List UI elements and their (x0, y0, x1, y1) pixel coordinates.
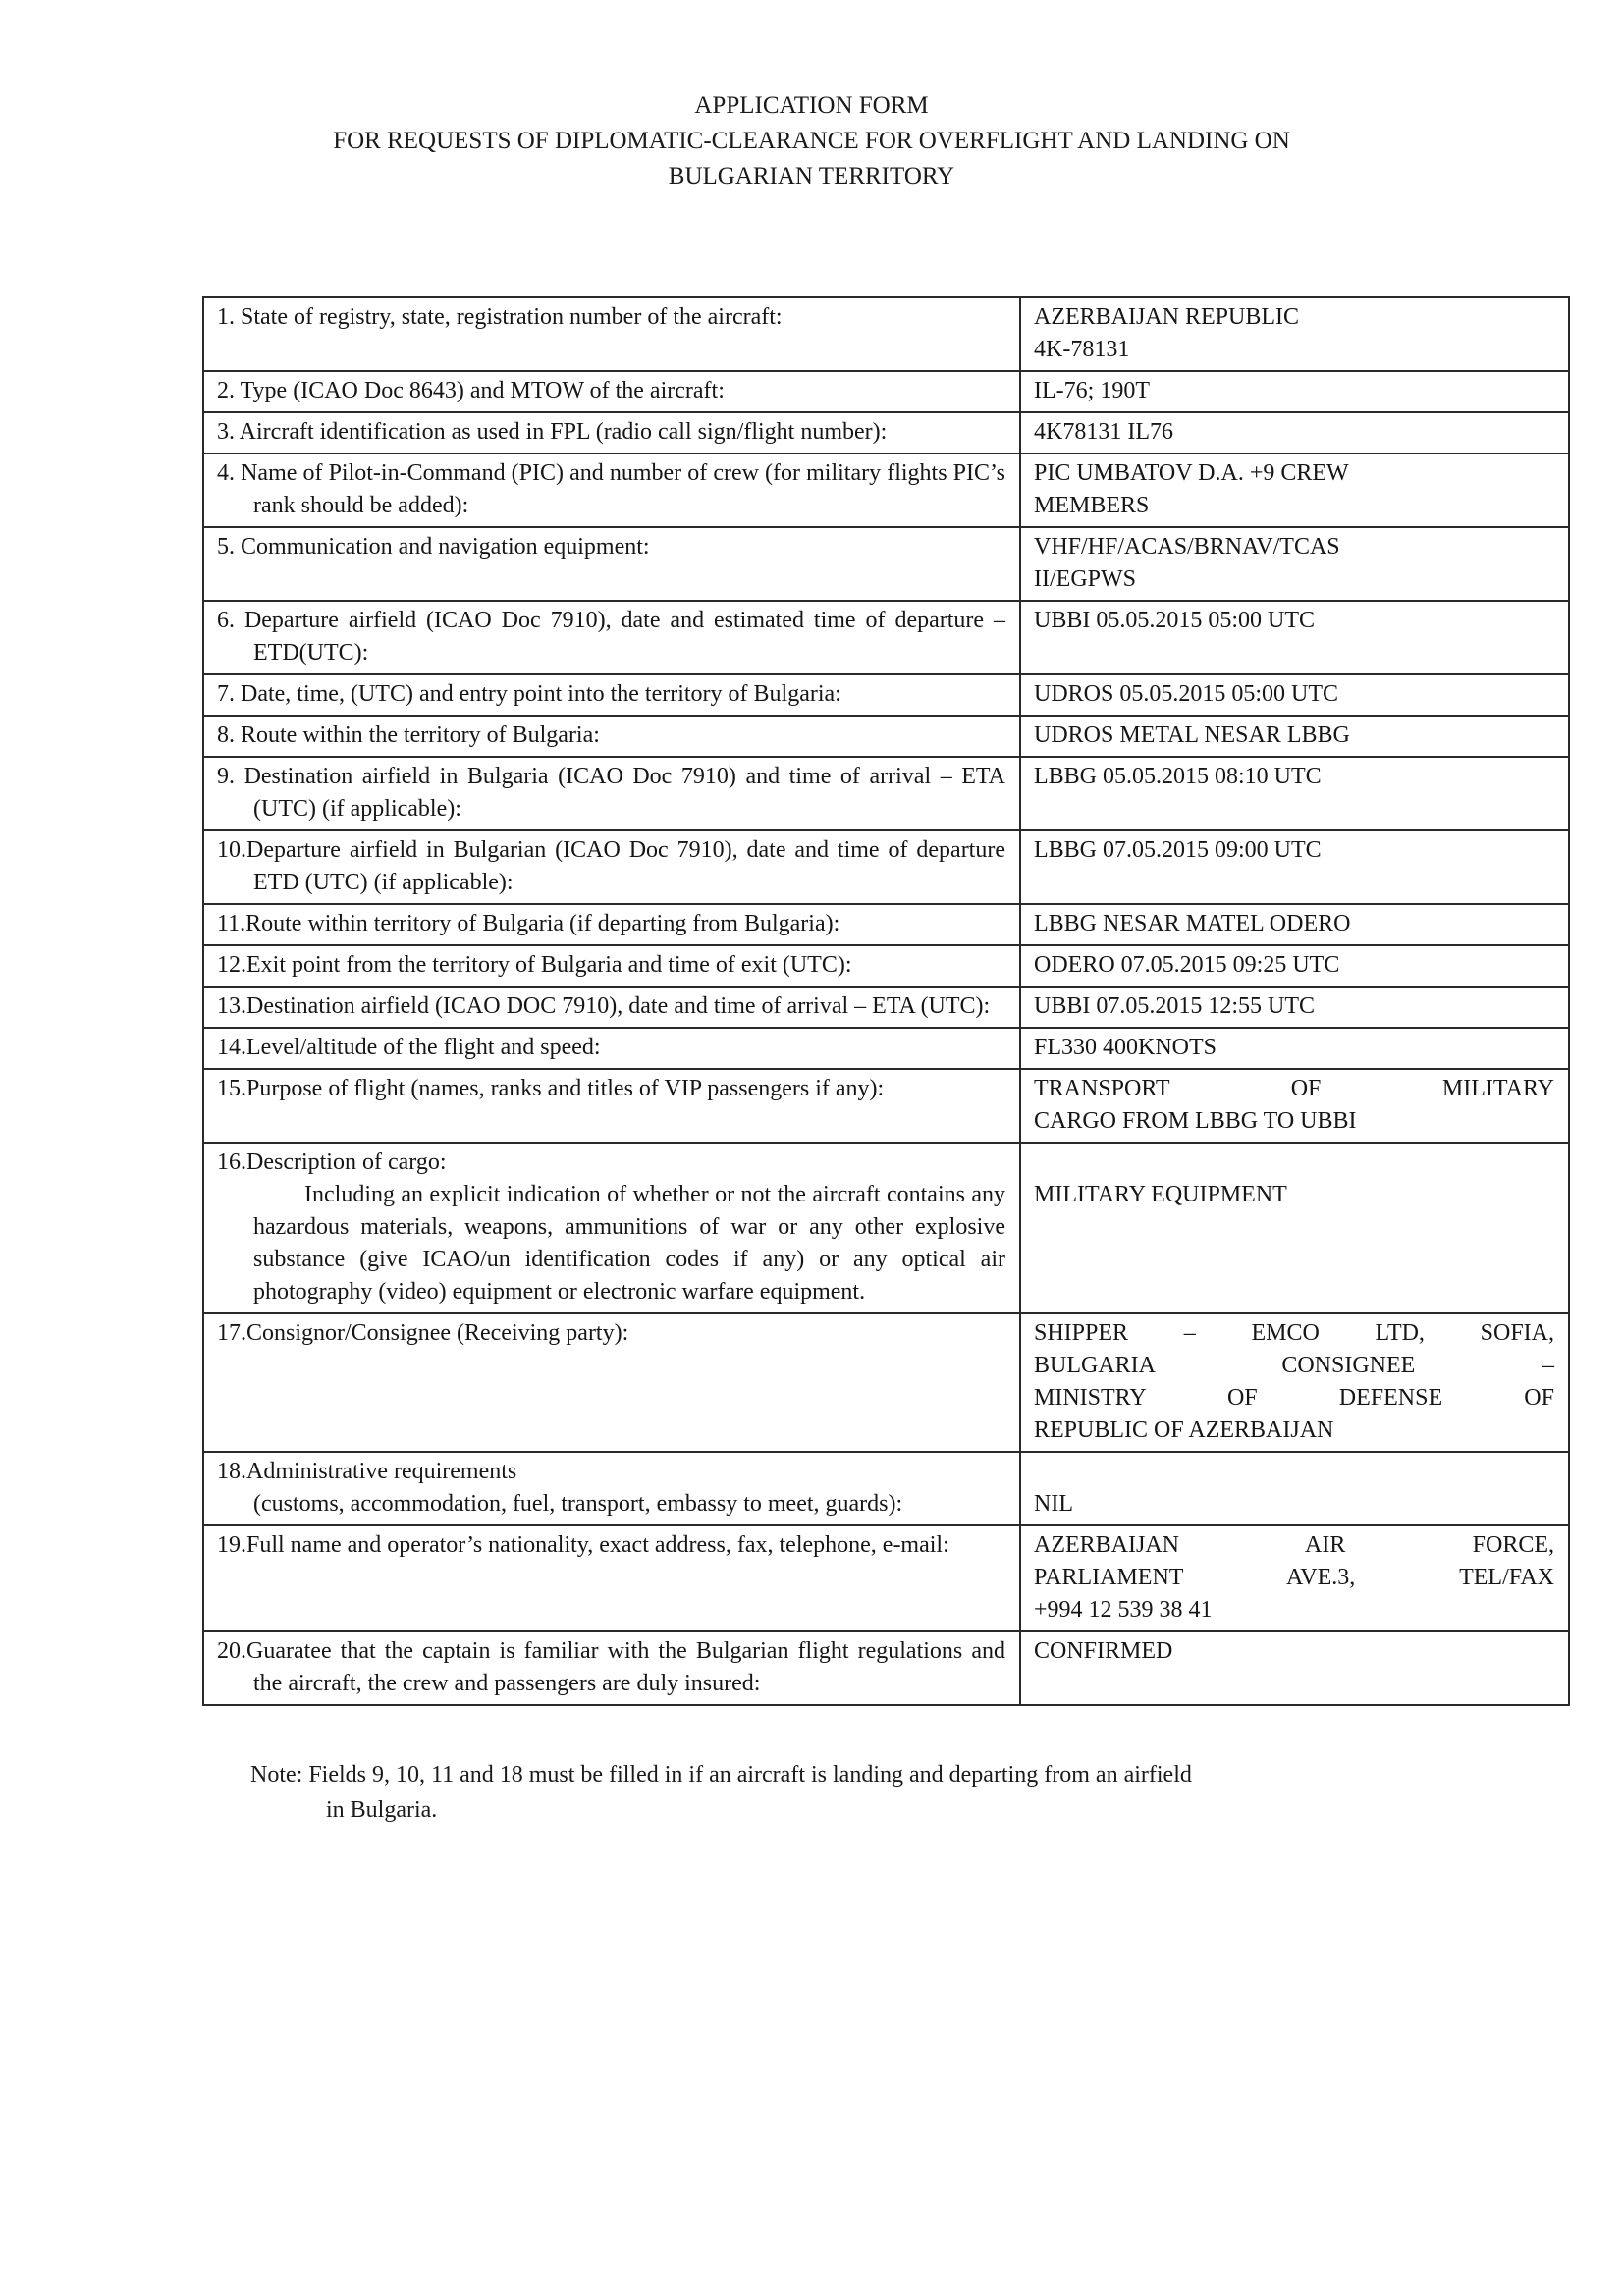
table-row (203, 945, 1569, 987)
row-value-line: TRANSPORT OF MILITARY (1034, 1076, 1554, 1101)
row-value-text (1034, 761, 1554, 793)
row-value-line: PIC UMBATOV D.A. +9 CREW (1034, 460, 1349, 486)
row-value-text (1034, 1073, 1554, 1138)
row-value (1020, 1631, 1569, 1705)
document-title-block (0, 0, 1623, 194)
row-value-line: UBBI 05.05.2015 05:00 UTC (1034, 608, 1316, 633)
row-label (203, 1028, 1020, 1069)
row-value-text (1034, 416, 1554, 449)
row-label (203, 527, 1020, 601)
title-line-3: BULGARIAN TERRITORY (668, 163, 955, 189)
row-value (1020, 1143, 1569, 1313)
row-label-text: 6. Departure airfield (ICAO Doc 7910), date and estimated time of departure – ETD(UTC): (217, 608, 1005, 666)
row-label-extra-text: (customs, accommodation, fuel, transport, embassy to meet, guards): (253, 1491, 903, 1517)
document-content (202, 296, 1554, 1828)
row-value-line: BULGARIA CONSIGNEE – (1034, 1353, 1554, 1378)
row-label-text: 3. Aircraft identification as used in FPL (radio call sign/flight number): (217, 419, 888, 445)
row-label-text: 4. Name of Pilot-in-Command (PIC) and number of crew (for military flights PIC’s rank should be added): (217, 460, 1005, 518)
table-row (203, 1452, 1569, 1525)
row-value (1020, 904, 1569, 945)
row-label (203, 716, 1020, 757)
row-label-text: 13.Destination airfield (ICAO DOC 7910), date and time of arrival – ETA (UTC): (217, 993, 991, 1019)
table-row (203, 1143, 1569, 1313)
row-value-line: CONFIRMED (1034, 1638, 1173, 1664)
row-label (203, 1525, 1020, 1631)
row-label-text: 20.Guaratee that the captain is familiar with the Bulgarian flight regulations and the aircraft, the crew and passengers are duly insured: (217, 1638, 1005, 1696)
row-value (1020, 945, 1569, 987)
row-value-line: MINISTRY OF DEFENSE OF (1034, 1385, 1554, 1411)
row-value-line: NIL (1034, 1491, 1073, 1517)
row-value (1020, 757, 1569, 830)
table-row (203, 1525, 1569, 1631)
table-row (203, 987, 1569, 1028)
row-value-line: 4K-78131 (1034, 337, 1130, 362)
row-label (203, 945, 1020, 987)
row-value-line: LBBG 05.05.2015 08:10 UTC (1034, 764, 1322, 789)
row-value-line: SHIPPER – EMCO LTD, SOFIA, (1034, 1320, 1554, 1346)
row-label-extra-text: Including an explicit indication of whether or not the aircraft contains any hazardous materials, weapons, ammunitions of war or any other explosive substance (give ICAO/un identification codes if any) or any optical air photography (video) equipment or electronic warfare equipment. (253, 1182, 1005, 1305)
row-value-text (1034, 1456, 1554, 1521)
table-row (203, 1313, 1569, 1452)
row-label-text: 18.Administrative requirements (217, 1459, 517, 1484)
row-label-text: 19.Full name and operator’s nationality, exact address, fax, telephone, e-mail: (217, 1532, 949, 1558)
row-value-line: AZERBAIJAN REPUBLIC (1034, 304, 1300, 330)
row-label (203, 674, 1020, 716)
row-value-line: +994 12 539 38 41 (1034, 1597, 1213, 1623)
row-label (203, 1631, 1020, 1705)
row-value-text (1034, 1147, 1554, 1211)
row-value-line: II/EGPWS (1034, 566, 1136, 592)
row-label (203, 757, 1020, 830)
row-value-line: FL330 400KNOTS (1034, 1035, 1217, 1060)
row-value-text (1034, 834, 1554, 867)
title-line-2: FOR REQUESTS OF DIPLOMATIC-CLEARANCE FOR OVERFLIGHT AND LANDING ON (333, 128, 1290, 154)
row-value-text (1034, 457, 1554, 522)
table-row (203, 527, 1569, 601)
table-row (203, 716, 1569, 757)
row-value (1020, 371, 1569, 412)
row-value (1020, 830, 1569, 904)
row-value-text (1034, 949, 1554, 982)
table-row (203, 454, 1569, 527)
row-value-text (1034, 990, 1554, 1023)
row-value (1020, 716, 1569, 757)
row-value-line: PARLIAMENT AVE.3, TEL/FAX (1034, 1565, 1554, 1590)
row-label (203, 601, 1020, 674)
row-value-line: IL-76; 190T (1034, 378, 1150, 403)
table-row (203, 904, 1569, 945)
row-label-text: 8. Route within the territory of Bulgaria: (217, 722, 600, 748)
row-value (1020, 1069, 1569, 1143)
row-value-text (1034, 301, 1554, 366)
footnote-line-1: Note: Fields 9, 10, 11 and 18 must be filled in if an aircraft is landing and departing from an airfield (250, 1762, 1192, 1788)
row-value-line: REPUBLIC OF AZERBAIJAN (1034, 1417, 1334, 1443)
footnote-line-2: in Bulgaria. (326, 1797, 438, 1823)
row-value-line: VHF/HF/ACAS/BRNAV/TCAS (1034, 534, 1340, 560)
table-row (203, 412, 1569, 454)
table-row (203, 1069, 1569, 1143)
row-label (203, 1452, 1020, 1525)
row-value (1020, 987, 1569, 1028)
row-label-text: 7. Date, time, (UTC) and entry point into the territory of Bulgaria: (217, 681, 841, 707)
row-label (203, 830, 1020, 904)
row-value (1020, 412, 1569, 454)
row-label-text: 16.Description of cargo: (217, 1149, 447, 1175)
row-value (1020, 1525, 1569, 1631)
row-label-text: 15.Purpose of flight (names, ranks and titles of VIP passengers if any): (217, 1076, 885, 1101)
row-label (203, 1069, 1020, 1143)
row-label (203, 1143, 1020, 1313)
row-value-line: AZERBAIJAN AIR FORCE, (1034, 1532, 1554, 1558)
row-label-text: 10.Departure airfield in Bulgarian (ICAO Doc 7910), date and time of departure ETD (UTC) (if applicable): (217, 837, 1005, 895)
row-label-text: 2. Type (ICAO Doc 8643) and MTOW of the aircraft: (217, 378, 725, 403)
table-row (203, 674, 1569, 716)
row-value-line: 4K78131 IL76 (1034, 419, 1173, 445)
row-value-text (1034, 375, 1554, 407)
row-label-text: 14.Level/altitude of the flight and speed: (217, 1035, 601, 1060)
row-label-text: 11.Route within territory of Bulgaria (if departing from Bulgaria): (217, 911, 840, 936)
application-form-table (202, 296, 1570, 1706)
table-row (203, 1028, 1569, 1069)
title-line-1: APPLICATION FORM (694, 92, 929, 119)
row-value-text (1034, 1032, 1554, 1064)
row-label-text: 1. State of registry, state, registration number of the aircraft: (217, 304, 783, 330)
table-row (203, 757, 1569, 830)
row-label-text: 9. Destination airfield in Bulgaria (ICAO Doc 7910) and time of arrival – ETA (UTC) (if applicable): (217, 764, 1005, 822)
row-label (203, 297, 1020, 371)
table-row (203, 830, 1569, 904)
row-value-line: LBBG 07.05.2015 09:00 UTC (1034, 837, 1322, 863)
row-value-line: UDROS 05.05.2015 05:00 UTC (1034, 681, 1339, 707)
row-label (203, 1313, 1020, 1452)
row-label (203, 987, 1020, 1028)
row-label (203, 454, 1020, 527)
row-label-text: 12.Exit point from the territory of Bulgaria and time of exit (UTC): (217, 952, 852, 978)
row-value-text (1034, 1635, 1554, 1668)
row-label-text: 5. Communication and navigation equipment: (217, 534, 650, 560)
row-value-text (1034, 531, 1554, 596)
row-value-line: CARGO FROM LBBG TO UBBI (1034, 1108, 1357, 1134)
row-value-line: UDROS METAL NESAR LBBG (1034, 722, 1350, 748)
row-value (1020, 1313, 1569, 1452)
table-row (203, 1631, 1569, 1705)
row-value-text (1034, 1317, 1554, 1447)
table-row (203, 297, 1569, 371)
row-label (203, 904, 1020, 945)
footnote (250, 1757, 1509, 1828)
row-label (203, 371, 1020, 412)
table-row (203, 371, 1569, 412)
row-value-text (1034, 1529, 1554, 1627)
row-value (1020, 674, 1569, 716)
row-label-text: 17.Consignor/Consignee (Receiving party): (217, 1320, 629, 1346)
row-value (1020, 601, 1569, 674)
row-value (1020, 527, 1569, 601)
row-value (1020, 1028, 1569, 1069)
row-value-text (1034, 720, 1554, 752)
row-value (1020, 454, 1569, 527)
row-value-line: MEMBERS (1034, 493, 1150, 518)
row-value-text (1034, 605, 1554, 637)
row-value-text (1034, 908, 1554, 940)
table-row (203, 601, 1569, 674)
row-value-text (1034, 678, 1554, 711)
row-label (203, 412, 1020, 454)
row-value (1020, 297, 1569, 371)
row-value (1020, 1452, 1569, 1525)
row-value-line: ODERO 07.05.2015 09:25 UTC (1034, 952, 1340, 978)
row-value-line: MILITARY EQUIPMENT (1034, 1182, 1287, 1207)
row-value-line: LBBG NESAR MATEL ODERO (1034, 911, 1351, 936)
row-value-line: UBBI 07.05.2015 12:55 UTC (1034, 993, 1316, 1019)
